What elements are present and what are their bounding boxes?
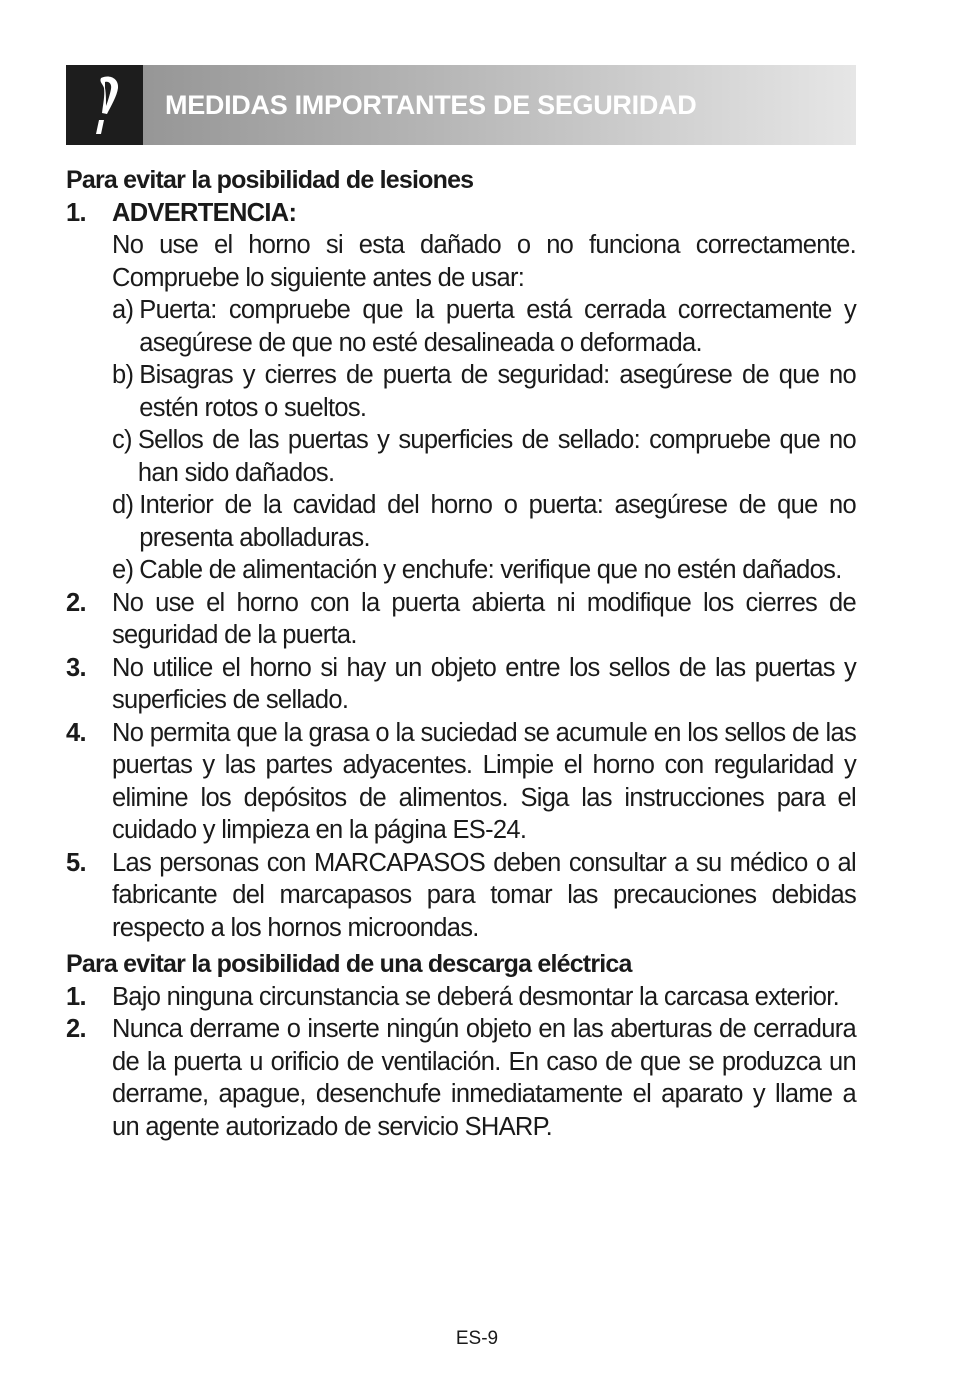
- item-text: No use el horno con la puerta abierta ni modifique los cierres de seguridad de la puerta.: [112, 588, 856, 649]
- section-title: Para evitar la posibilidad de lesiones: [66, 166, 474, 194]
- exclamation-icon: [85, 74, 125, 136]
- item-text: No permita que la grasa o la suciedad se acumule en los sellos de las puertas y las partes adyacentes. Limpie el horno con regularidad y elimine los depósitos de alimentos. Siga las instrucciones para el cuidado y limpieza en la página ES-24.: [112, 718, 856, 844]
- list-item: [66, 717, 856, 847]
- sub-item-letter: a): [112, 296, 134, 324]
- item-number: 1.: [66, 982, 86, 1011]
- sub-item-text: Sellos de las puertas y superficies de sellado: compruebe que no han sido dañados.: [137, 426, 856, 487]
- sub-item-letter: d): [112, 491, 134, 519]
- sub-item-text: Cable de alimentación y enchufe: verifique que no estén dañados.: [139, 556, 842, 584]
- sub-item-text: Interior de la cavidad del horno o puerta: asegúrese de que no presenta abolladuras.: [139, 491, 856, 552]
- item-text: Bajo ninguna circunstancia se deberá desmontar la carcasa exterior.: [112, 982, 840, 1011]
- list-item: [66, 652, 856, 717]
- list-item: [66, 587, 856, 652]
- list-item: [66, 1013, 856, 1143]
- sub-item: [112, 294, 856, 359]
- item-number: 5.: [66, 848, 86, 877]
- item-number: 2.: [66, 588, 86, 617]
- sub-item-letter: b): [112, 361, 134, 389]
- sub-item: [112, 489, 856, 554]
- document-body: [66, 160, 856, 1143]
- list-item: [66, 981, 856, 1014]
- list-item: [66, 197, 856, 587]
- item-number: 1.: [66, 198, 86, 227]
- item-number: 2.: [66, 1015, 86, 1043]
- item-text: No utilice el horno si hay un objeto entre los sellos de las puertas y superficies de sellado.: [112, 653, 856, 714]
- list-item: [66, 847, 856, 945]
- item-number: 4.: [66, 718, 86, 747]
- item-text: No use el horno si esta dañado o no funciona correctamente. Compruebe lo siguiente antes de usar:: [112, 231, 856, 292]
- sub-item: [112, 359, 856, 424]
- warning-heading: ADVERTENCIA:: [112, 198, 297, 227]
- sub-item-letter: e): [112, 556, 134, 584]
- item-text: Nunca derrame o inserte ningún objeto en las aberturas de cerradura de la puerta u orificio de ventilación. En caso de que se produzca un derrame, apague, desenchufe inmediatamente el aparato y llame a un agente autorizado de servicio SHARP.: [112, 1015, 856, 1141]
- sub-item-text: Bisagras y cierres de puerta de seguridad: asegúrese de que no estén rotos o sueltos.: [139, 361, 856, 422]
- item-number: 3.: [66, 653, 86, 682]
- sub-item-letter: c): [112, 426, 132, 454]
- sub-item-text: Puerta: compruebe que la puerta está cerrada correctamente y asegúrese de que no esté desalineada o deformada.: [139, 296, 856, 357]
- page-number: ES-9: [455, 1328, 499, 1349]
- item-text: Las personas con MARCAPASOS deben consultar a su médico o al fabricante del marcapasos para tomar las precauciones debidas respecto a los hornos microondas.: [112, 848, 856, 942]
- header-icon-box: [66, 65, 143, 145]
- page-title: MEDIDAS IMPORTANTES DE SEGURIDAD: [165, 89, 697, 120]
- sub-item: [112, 424, 856, 489]
- section-title: Para evitar la posibilidad de una descarga eléctrica: [66, 950, 632, 978]
- sub-item: [112, 554, 856, 587]
- section-header: [66, 65, 856, 145]
